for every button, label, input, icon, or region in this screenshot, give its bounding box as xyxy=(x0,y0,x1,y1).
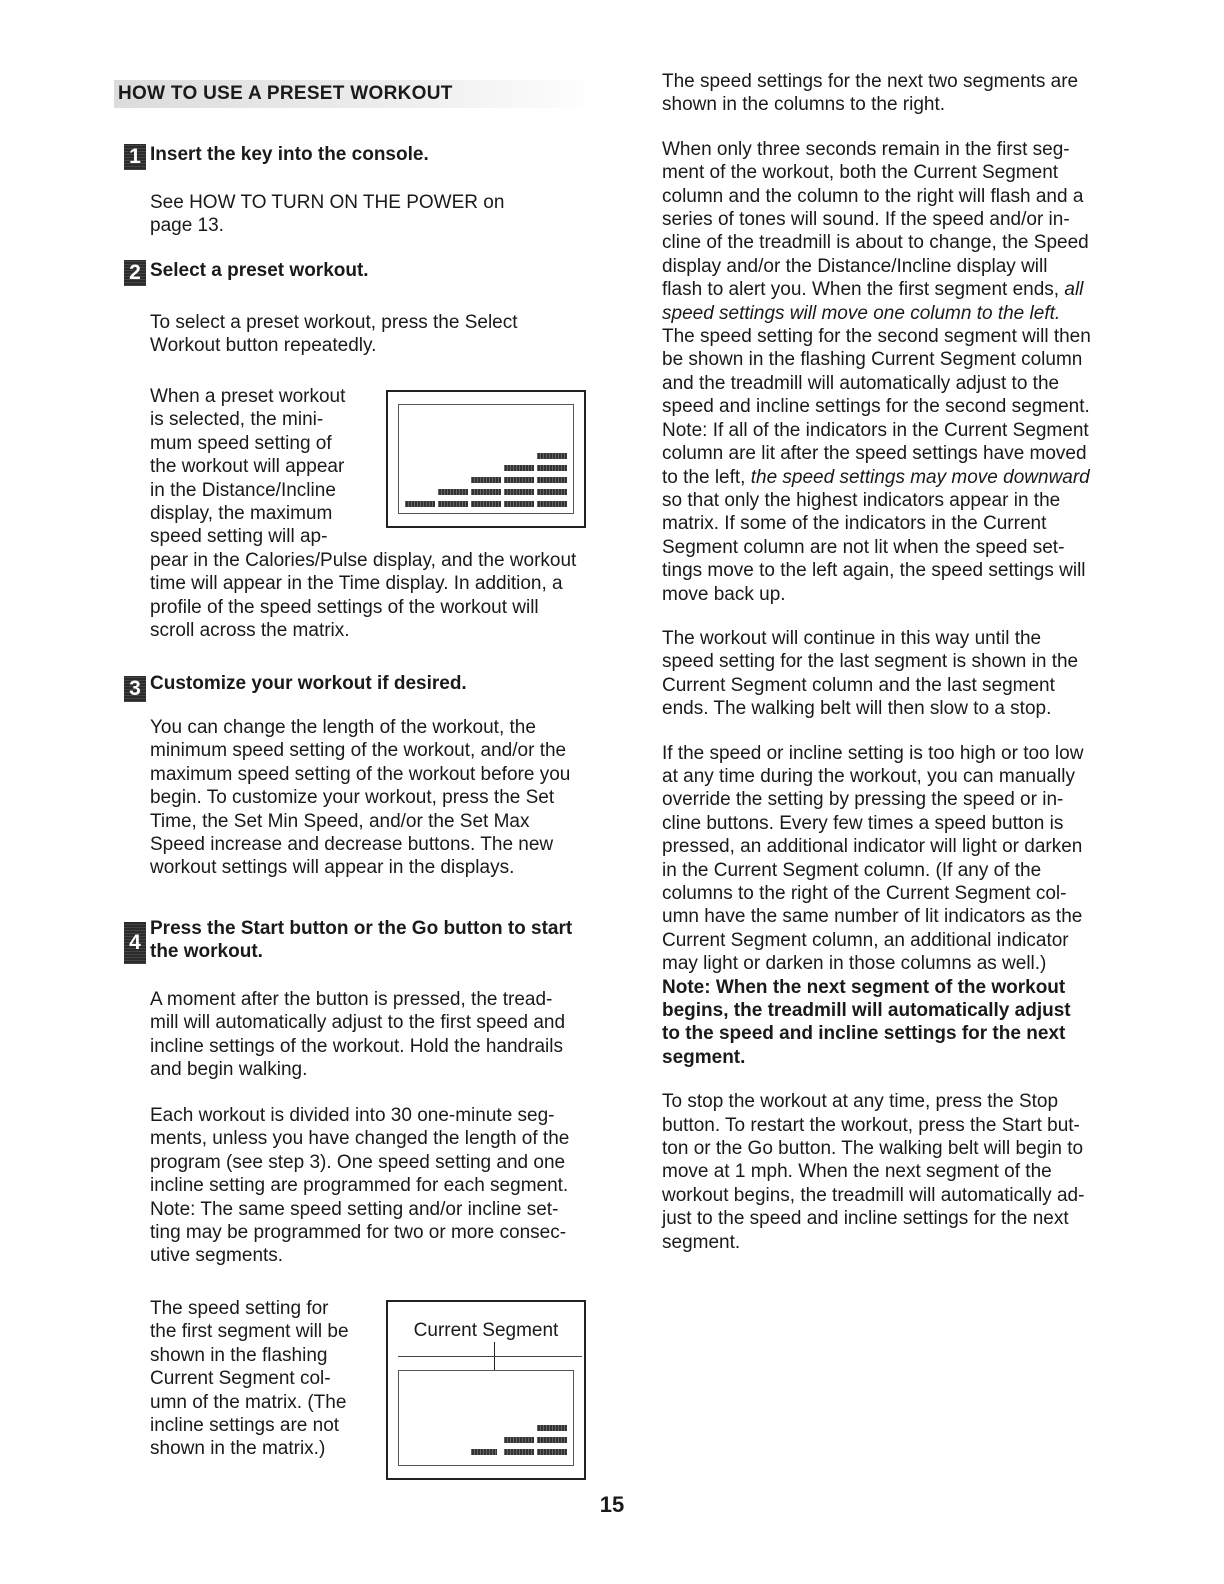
section-title xyxy=(114,80,602,108)
step-4-wrap-text: The speed setting for the first segment will be shown in the flashing Current Segment col- umn of the matrix. (The incline settings are not shown in the matrix.) xyxy=(150,1298,349,1460)
matrix-indicator xyxy=(504,1437,534,1443)
right-paragraph-1: The speed settings for the next two segments are shown in the columns to the right. xyxy=(662,71,1079,116)
matrix-display-inner xyxy=(398,404,574,514)
step-4-body2: Each workout is divided into 30 one-minute seg- ments, unless you have changed the length of the program (see step 3). One speed setting and one incline setting are programmed for each segment. Note: The same speed setting and/or incline set- ting may be programmed for two or more consec- utive segments. xyxy=(150,1105,570,1267)
matrix-indicator xyxy=(504,465,534,471)
right-paragraph-2: When only three seconds remain in the first seg- ment of the workout, both the Current Segment column and the column to the right will flash and a series of tones will sound. If the speed and/or in- cline of the treadmill is about to change, the Speed display and/or the Distance/Incline display will flash to alert you. When the first segment ends, all speed settings will move one column to the left. The speed setting for the second segment will then be shown in the flashing Current Segment column and the treadmill will automatically adjust to the speed and incline settings for the second segment. Note: If all of the indicators in the Current Segment column are lit after the speed settings have moved to the left, the speed settings may move downward so that only the highest indicators appear in the matrix. If some of the indicators in the Current Segment column are not lit when the speed set- tings move to the left again, the speed settings will move back up. xyxy=(662,138,1091,605)
matrix-indicator xyxy=(537,501,567,507)
current-segment-matrix xyxy=(398,1370,574,1466)
step-2-body: To select a preset workout, press the Select Workout button repeatedly. xyxy=(150,312,518,357)
section-title-text: HOW TO USE A PRESET WORKOUT xyxy=(118,83,453,104)
current-segment-label: Current Segment xyxy=(413,1320,559,1341)
matrix-display-illustration xyxy=(386,390,586,528)
step-2-after-text: pear in the Calories/Pulse display, and the workout time will appear in the Time display. In addition, a profile of the speed settings of the workout will scroll across the matrix. xyxy=(150,550,577,642)
step-3-title: Customize your workout if desired. xyxy=(150,673,467,694)
matrix-indicator xyxy=(405,501,435,507)
matrix-indicator xyxy=(537,1437,567,1443)
right-paragraph-5: To stop the workout at any time, press the Stop button. To restart the workout, press the Start but- ton or the Go button. The walking belt will begin to move at 1 mph. When the next segment of the workout begins, the treadmill will automatically ad- just to the speed and incline settings for the next segment. xyxy=(662,1091,1085,1253)
right-paragraph-3: The workout will continue in this way until the speed setting for the last segment is shown in the Current Segment column and the last segment ends. The walking belt will then slow to a stop. xyxy=(662,627,1079,720)
current-segment-illustration xyxy=(386,1300,586,1480)
matrix-indicator xyxy=(504,1449,534,1455)
matrix-indicator xyxy=(504,501,534,507)
step-2-title: Select a preset workout. xyxy=(150,260,369,281)
step-3-body: You can change the length of the workout, the minimum speed setting of the workout, and/or the maximum speed setting of the workout before you begin. To customize your workout, press the Set Time, the Set Min Speed, and/or the Set Max Speed increase and decrease buttons. The new workout settings will appear in the displays. xyxy=(150,717,571,879)
step-2-badge: 2 xyxy=(124,260,146,286)
matrix-indicator xyxy=(504,477,534,483)
matrix-indicator xyxy=(438,501,468,507)
matrix-indicator xyxy=(537,1449,567,1455)
matrix-indicator xyxy=(471,501,501,507)
step-4-badge: 4 xyxy=(124,922,146,964)
right-paragraph-4: If the speed or incline setting is too high or too low at any time during the workout, you can manually override the setting by pressing the speed or in- cline buttons. Every few times a speed button is pressed, an additional indicator will light or darken in the Current Segment column. (If any of the columns to the right of the Current Segment col- umn have the same number of lit indicators as the Current Segment column, an additional indicator may light or darken in those columns as well.) Note: When the next segment of the workout begins, the treadmill will automatically adjust to the speed and incline settings for the next segment. xyxy=(662,742,1084,1068)
matrix-indicator xyxy=(537,453,567,459)
matrix-indicator xyxy=(537,465,567,471)
current-segment-bracket xyxy=(398,1356,582,1357)
matrix-indicator xyxy=(537,477,567,483)
matrix-indicator xyxy=(537,489,567,495)
matrix-indicator xyxy=(471,477,501,483)
page-number: 15 xyxy=(599,1492,625,1517)
step-1-body: See HOW TO TURN ON THE POWER on page 13. xyxy=(150,192,505,237)
matrix-indicator xyxy=(438,489,468,495)
step-4-title: Press the Start button or the Go button to start the workout. xyxy=(150,918,573,963)
step-3-badge: 3 xyxy=(124,676,146,702)
right-column xyxy=(662,70,1122,1254)
step-1-badge: 1 xyxy=(124,144,146,170)
matrix-indicator xyxy=(504,489,534,495)
matrix-indicator xyxy=(471,489,501,495)
step-4-body: A moment after the button is pressed, the tread- mill will automatically adjust to the first speed and incline settings of the workout. Hold the handrails and begin walking. xyxy=(150,989,566,1081)
step-1-title: Insert the key into the console. xyxy=(150,144,429,165)
matrix-indicator xyxy=(471,1449,497,1455)
matrix-indicator xyxy=(537,1425,567,1431)
step-2-wrap-text: When a preset workout is selected, the mini- mum speed setting of the workout will appear in the Distance/Incline display, the maximum speed setting will ap- xyxy=(150,386,346,548)
